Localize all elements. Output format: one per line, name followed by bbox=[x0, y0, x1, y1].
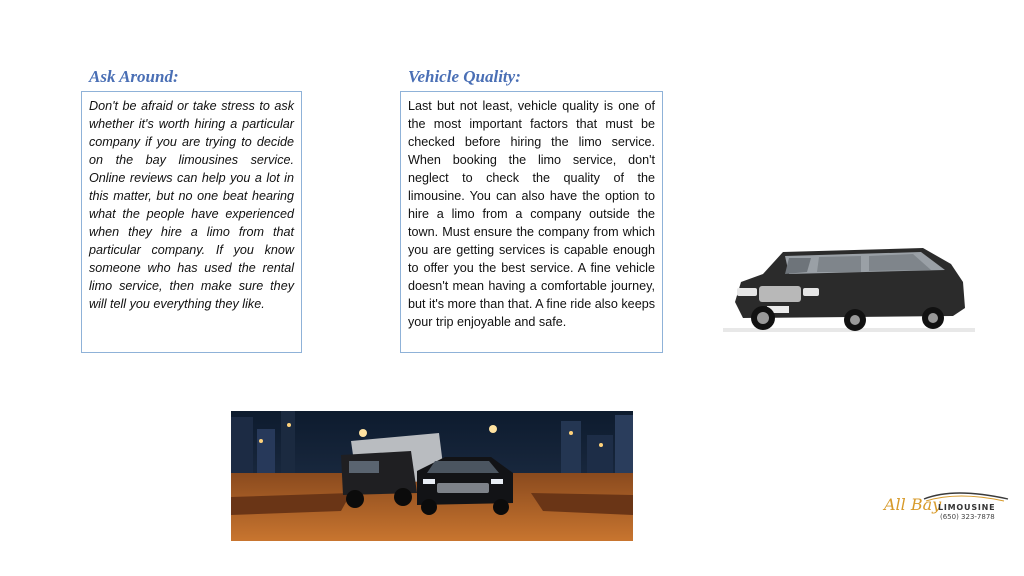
all-bay-limousine-logo bbox=[884, 489, 1010, 525]
ask-around-heading: Ask Around: bbox=[89, 67, 179, 86]
night-limousine-scene-image bbox=[231, 411, 633, 541]
logo-phone-number: (650) 323-7878 bbox=[940, 513, 995, 521]
logo-script-text: All Bay bbox=[884, 495, 942, 514]
vehicle-quality-heading: Vehicle Quality: bbox=[408, 67, 521, 86]
ask-around-textbox: Don't be afraid or take stress to ask whether it's worth hiring a particular company if you are trying to decide on the bay limousines service. Online reviews can help you a lot in this matter, but no one beat hearing what the people have experienced when they hire a limo from that particular company. If you know someone who has used the rental limo service, then make sure they will tell you everything they like. bbox=[81, 91, 302, 353]
limousine-image bbox=[723, 230, 975, 340]
logo-wordmark: LIMOUSINE bbox=[938, 503, 996, 512]
vehicle-quality-textbox: Last but not least, vehicle quality is one of the most important factors that must be checked before hiring the limo service. When booking the limo service, don't neglect to check the quality of the limousine. You can also have the option to hire a limo from a company outside the town. Must ensure the company from which you are getting services is capable enough to offer you the best service. A fine vehicle doesn't mean having a comfortable journey, but it's more than that. A fine ride also keeps your trip enjoyable and safe. bbox=[400, 91, 663, 353]
